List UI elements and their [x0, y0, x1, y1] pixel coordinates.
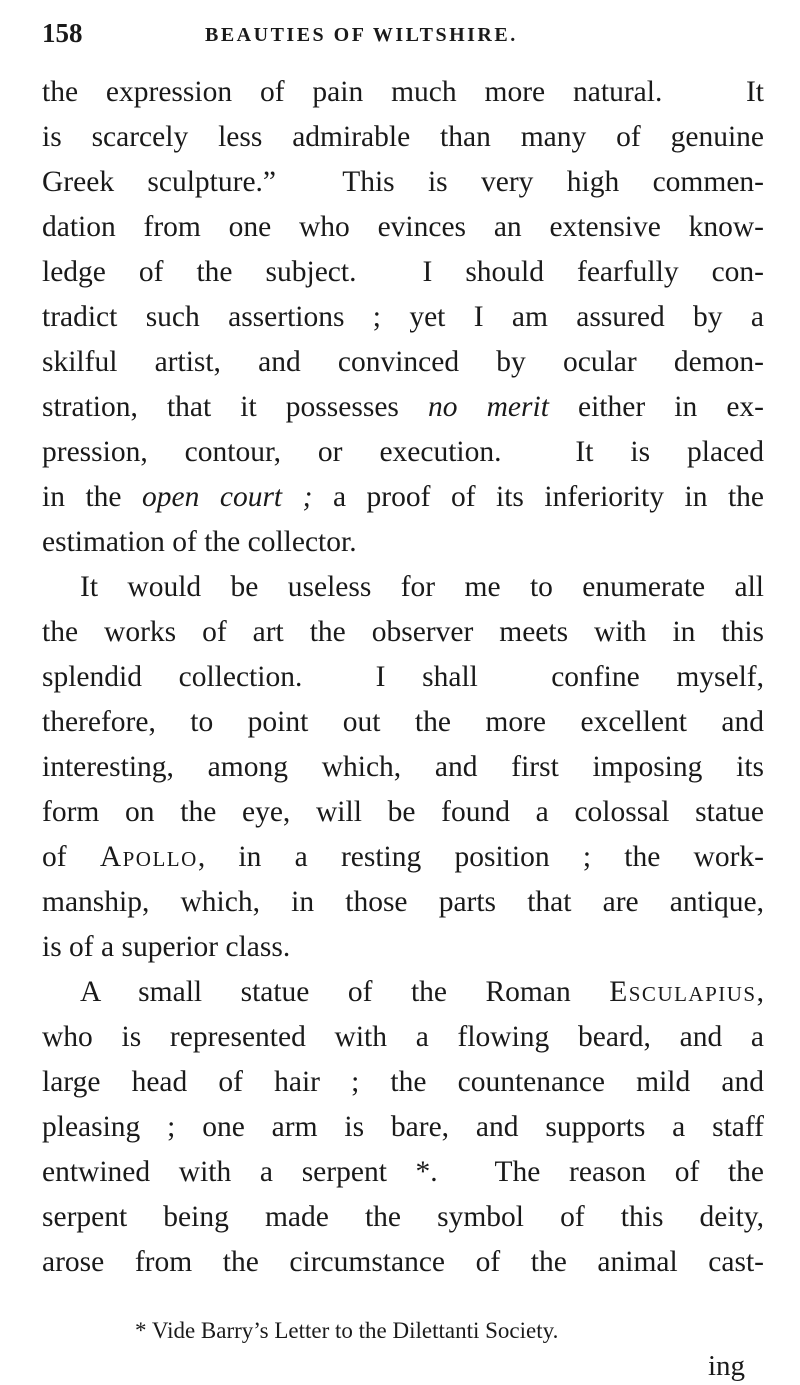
text-span: the expression of pain much more natural. It	[42, 76, 764, 108]
text-span: manship, which, in those parts that are antique,	[42, 886, 764, 918]
running-title: BEAUTIES OF WILTSHIRE.	[205, 24, 518, 46]
text-span: entwined with a serpent *. The reason of the	[42, 1156, 764, 1188]
text-span: splendid collection. I shall confine myself,	[42, 661, 764, 693]
text-line	[42, 1199, 764, 1235]
italic-text: no merit	[428, 391, 549, 423]
text-line	[42, 749, 764, 785]
page-number: 158	[42, 18, 83, 48]
text-span: arose from the circumstance of the animal cast-	[42, 1246, 764, 1278]
text-line	[42, 389, 764, 425]
text-span: serpent being made the symbol of this deity,	[42, 1201, 764, 1233]
text-line	[42, 614, 764, 650]
text-line	[42, 299, 764, 335]
text-span: either in ex-	[548, 391, 764, 423]
text-span: skilful artist, and convinced by ocular demon-	[42, 346, 764, 378]
text-line	[42, 254, 764, 290]
text-span: ,	[756, 976, 764, 1008]
text-line	[42, 344, 764, 380]
text-line	[42, 524, 764, 560]
text-span: , in a resting position ; the work-	[197, 841, 764, 873]
text-span: is scarcely less admirable than many of genuine	[42, 121, 764, 153]
text-span: pleasing ; one arm is bare, and supports a staff	[42, 1111, 764, 1143]
text-line	[42, 74, 764, 110]
text-line	[42, 1244, 764, 1280]
text-line	[42, 479, 764, 515]
text-line	[42, 794, 764, 830]
text-line	[80, 569, 764, 605]
text-line	[80, 974, 764, 1010]
text-span: a proof of its inferiority in the	[312, 481, 764, 513]
text-span: estimation of the collector.	[42, 526, 357, 558]
small-caps-text: Apollo	[99, 841, 198, 873]
text-span: It would be useless for me to enumerate all	[80, 571, 764, 603]
footnote: * Vide Barry’s Letter to the Dilettanti Society.	[135, 1318, 559, 1343]
catchword: ing	[708, 1350, 746, 1382]
text-span: stration, that it possesses	[42, 391, 429, 423]
text-line	[42, 1154, 764, 1190]
text-span: in the	[42, 481, 142, 513]
text-span: A small statue of the Roman	[80, 976, 610, 1008]
text-line	[42, 434, 764, 470]
text-span: who is represented with a flowing beard, and a	[42, 1021, 764, 1053]
text-span: the works of art the observer meets with in this	[42, 616, 764, 648]
italic-text: open court ;	[142, 481, 313, 513]
text-span: is of a superior class.	[42, 931, 291, 963]
text-span: interesting, among which, and first imposing its	[42, 751, 764, 783]
text-span: large head of hair ; the countenance mild and	[42, 1066, 764, 1098]
text-line	[42, 119, 764, 155]
text-line	[42, 839, 764, 875]
text-span: pression, contour, or execution. It is placed	[42, 436, 764, 468]
text-span: therefore, to point out the more excellent and	[42, 706, 764, 738]
text-line	[42, 884, 764, 920]
text-line	[42, 1019, 764, 1055]
text-line	[42, 1064, 764, 1100]
small-caps-text: Esculapius	[609, 976, 757, 1008]
text-span: tradict such assertions ; yet I am assured by a	[42, 301, 764, 333]
text-line	[42, 704, 764, 740]
text-line	[42, 1109, 764, 1145]
text-line	[42, 164, 764, 200]
text-span: of	[42, 841, 100, 873]
text-line	[42, 209, 764, 245]
text-span: ledge of the subject. I should fearfully con-	[42, 256, 764, 288]
text-span: dation from one who evinces an extensive know-	[42, 211, 764, 243]
text-line	[42, 929, 764, 965]
text-span: form on the eye, will be found a colossal statue	[42, 796, 764, 828]
text-line	[42, 659, 764, 695]
text-span: Greek sculpture.” This is very high commen-	[42, 166, 764, 198]
